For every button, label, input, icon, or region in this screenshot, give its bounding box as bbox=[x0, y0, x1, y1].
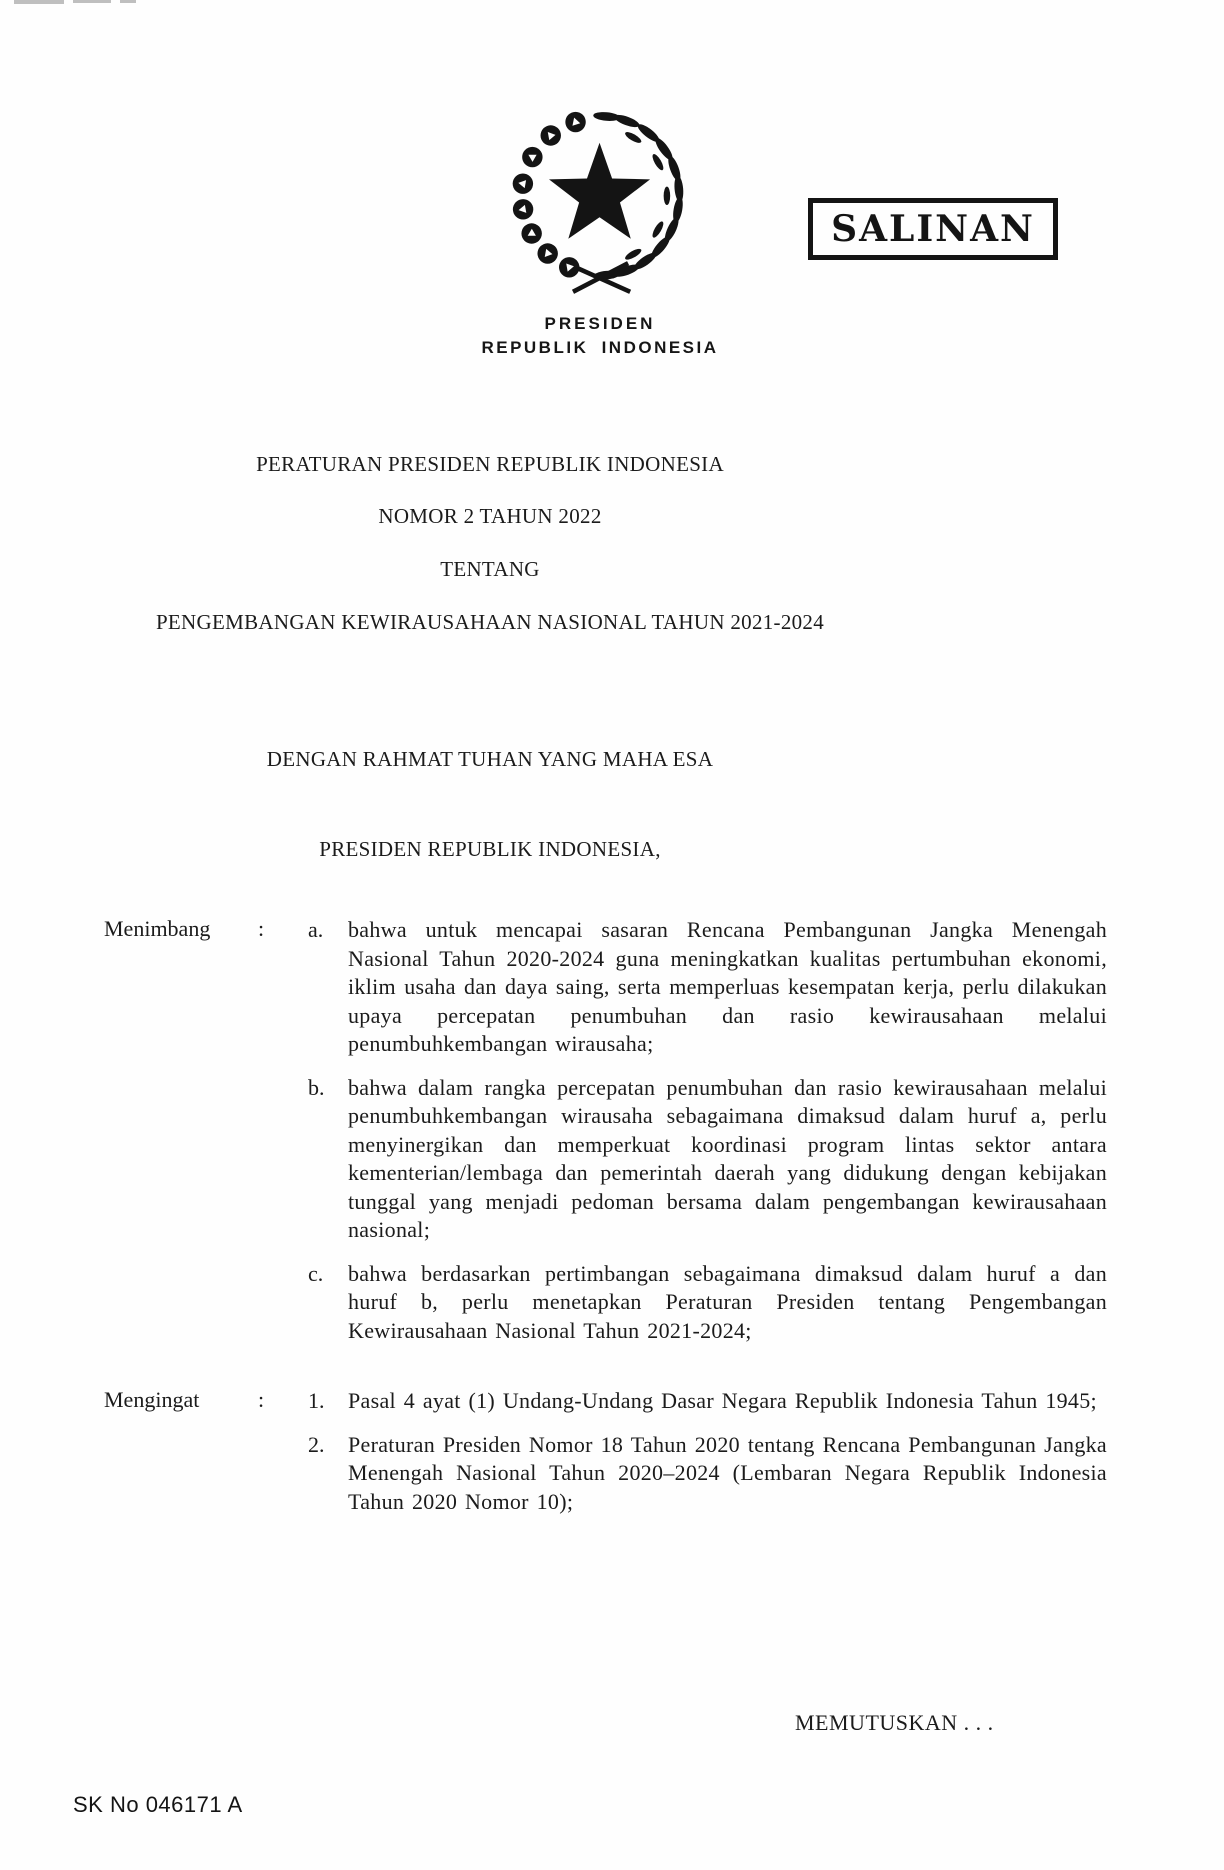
item-marker: b. bbox=[308, 1074, 325, 1100]
tentang-label: TENTANG bbox=[440, 557, 540, 581]
recalling-item-1 bbox=[308, 1387, 1107, 1416]
considering-item-b bbox=[308, 1074, 1107, 1245]
considering-section bbox=[104, 916, 1107, 1345]
considering-item-c bbox=[308, 1260, 1107, 1346]
item-text: Pasal 4 ayat (1) Undang-Undang Dasar Negara Republik Indonesia Tahun 1945; bbox=[348, 1388, 1097, 1413]
recalling-section bbox=[104, 1387, 1107, 1516]
invocation-line: DENGAN RAHMAT TUHAN YANG MAHA ESA bbox=[266, 747, 714, 771]
item-text: bahwa dalam rangka percepatan penumbuhan dan rasio kewirausahaan melalui penumbuhkembangan wirausaha sebagaimana dimaksud dalam huruf a, perlu menyinergikan dan memperkuat koordinasi program lintas sektor antara kementerian/lembaga dan pemerintah daerah yang didukung dengan kebijakan tunggal yang menjadi pedoman bersama dalam pengembangan kewirausahaan nasional; bbox=[348, 1074, 1107, 1242]
item-marker: 1. bbox=[308, 1388, 325, 1413]
item-text: Peraturan Presiden Nomor 18 Tahun 2020 tentang Rencana Pembangunan Jangka Menengah Nasional Tahun 2020–2024 (Lembaran Negara Republik Indonesia Tahun 2020 Nomor 10); bbox=[348, 1431, 1107, 1514]
colon-separator: : bbox=[258, 1387, 265, 1412]
salinan-stamp bbox=[808, 198, 1058, 260]
regulation-subject: PENGEMBANGAN KEWIRAUSAHAAN NASIONAL TAHUN 2021-2024 bbox=[155, 610, 825, 634]
letterhead-republik-indonesia: REPUBLIK INDONESIA bbox=[481, 338, 719, 357]
preamble-body bbox=[104, 916, 1107, 1516]
colon-separator: : bbox=[258, 916, 265, 941]
continuation-catchword: MEMUTUSKAN . . . bbox=[795, 1710, 994, 1735]
letterhead bbox=[400, 314, 800, 358]
item-marker: a. bbox=[308, 917, 324, 942]
star-shape bbox=[549, 143, 650, 239]
considering-label: Menimbang bbox=[104, 916, 211, 941]
recalling-item-2 bbox=[308, 1431, 1107, 1517]
item-text: bahwa untuk mencapai sasaran Rencana Pembangunan Jangka Menengah Nasional Tahun 2020-2024 guna meningkatkan kualitas pertumbuhan ekonomi, iklim usaha dan daya saing, serta memperluas kesempatan kerja, perlu dilakukan upaya percepatan penumbuhan dan rasio kewirausahaan melalui penumbuhkembangan wirausaha; bbox=[348, 917, 1107, 1056]
considering-item-a bbox=[308, 916, 1107, 1059]
item-marker: c. bbox=[308, 1260, 324, 1286]
letterhead-presiden: PRESIDEN bbox=[544, 314, 656, 333]
authority-line: PRESIDEN REPUBLIK INDONESIA, bbox=[319, 837, 661, 861]
regulation-title: PERATURAN PRESIDEN REPUBLIK INDONESIA bbox=[256, 452, 724, 476]
scanner-artifact bbox=[14, 0, 164, 6]
salinan-stamp-label: SALINAN bbox=[831, 208, 1035, 250]
item-text: bahwa berdasarkan pertimbangan sebagaimana dimaksud dalam huruf a dan huruf b, perlu menetapkan Peraturan Presiden tentang Pengembangan Kewirausahaan Nasional Tahun 2021-2024; bbox=[348, 1260, 1107, 1343]
item-marker: 2. bbox=[308, 1431, 325, 1457]
regulation-number: NOMOR 2 TAHUN 2022 bbox=[378, 504, 602, 528]
recalling-label: Mengingat bbox=[104, 1387, 200, 1412]
presidential-star-wreath-emblem-icon bbox=[505, 106, 690, 302]
doc-control-number: SK No 046171 A bbox=[73, 1792, 243, 1817]
